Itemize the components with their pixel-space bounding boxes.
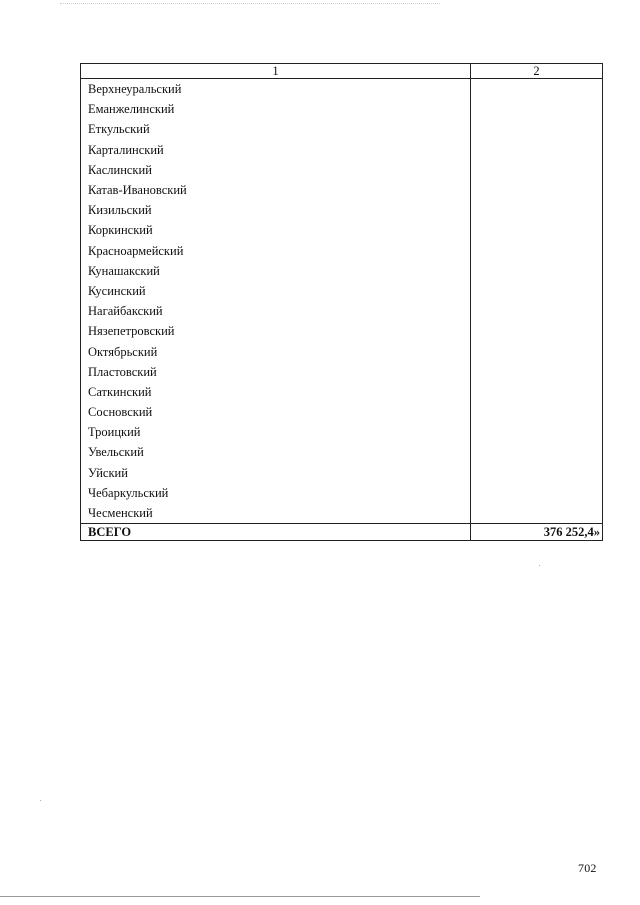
district-name-cell: Каслинский: [81, 160, 471, 180]
value-cell: [471, 442, 603, 462]
value-cell: [471, 422, 603, 442]
district-name-cell: Карталинский: [81, 140, 471, 160]
table-row: [81, 301, 603, 321]
table-row: [81, 382, 603, 402]
value-cell: [471, 463, 603, 483]
district-name-cell: Кусинский: [81, 281, 471, 301]
value-cell: [471, 261, 603, 281]
table-row: [81, 160, 603, 180]
value-cell: [471, 402, 603, 422]
column-header-2: 2: [471, 64, 603, 79]
district-name-cell: Октябрьский: [81, 341, 471, 361]
district-name-cell: Еткульский: [81, 119, 471, 139]
value-cell: [471, 503, 603, 524]
total-value: 376 252,4»: [471, 524, 603, 541]
table-body: [81, 79, 603, 524]
district-name-cell: Еманжелинский: [81, 99, 471, 119]
table-row: [81, 200, 603, 220]
scan-speck: [539, 565, 540, 566]
page-number: 702: [578, 861, 597, 875]
table-row: [81, 119, 603, 139]
value-cell: [471, 362, 603, 382]
table-row: [81, 422, 603, 442]
district-name-cell: Троицкий: [81, 422, 471, 442]
district-name-cell: Уйский: [81, 463, 471, 483]
table-header-row: [81, 64, 603, 79]
table-row: [81, 483, 603, 503]
scan-artifact-top: [60, 3, 440, 6]
scan-speck: [40, 800, 41, 801]
value-cell: [471, 140, 603, 160]
table-row: [81, 99, 603, 119]
district-table: [80, 63, 603, 541]
district-name-cell: Красноармейский: [81, 241, 471, 261]
value-cell: [471, 99, 603, 119]
value-cell: [471, 281, 603, 301]
district-name-cell: Увельский: [81, 442, 471, 462]
table-row: [81, 261, 603, 281]
column-header-1: 1: [81, 64, 471, 79]
total-label: ВСЕГО: [81, 524, 471, 541]
district-name-cell: Кизильский: [81, 200, 471, 220]
total-row: [81, 524, 603, 541]
district-name-cell: Нагайбакский: [81, 301, 471, 321]
value-cell: [471, 160, 603, 180]
table-row: [81, 442, 603, 462]
value-cell: [471, 241, 603, 261]
table-row: [81, 321, 603, 341]
value-cell: [471, 301, 603, 321]
value-cell: [471, 341, 603, 361]
district-name-cell: Катав-Ивановский: [81, 180, 471, 200]
district-name-cell: Верхнеуральский: [81, 79, 471, 100]
district-name-cell: Чебаркульский: [81, 483, 471, 503]
value-cell: [471, 180, 603, 200]
district-name-cell: Чесменский: [81, 503, 471, 524]
district-name-cell: Коркинский: [81, 220, 471, 240]
district-name-cell: Пластовский: [81, 362, 471, 382]
table-row: [81, 140, 603, 160]
table-row: [81, 341, 603, 361]
table-row: [81, 281, 603, 301]
district-name-cell: Саткинский: [81, 382, 471, 402]
value-cell: [471, 200, 603, 220]
table-row: [81, 463, 603, 483]
bottom-rule: [0, 896, 480, 897]
value-cell: [471, 382, 603, 402]
table-row: [81, 241, 603, 261]
table-row: [81, 79, 603, 100]
value-cell: [471, 321, 603, 341]
table-row: [81, 220, 603, 240]
value-cell: [471, 119, 603, 139]
value-cell: [471, 220, 603, 240]
district-name-cell: Нязепетровский: [81, 321, 471, 341]
table-row: [81, 180, 603, 200]
table-row: [81, 503, 603, 524]
table-row: [81, 402, 603, 422]
value-cell: [471, 79, 603, 100]
table-row: [81, 362, 603, 382]
district-name-cell: Кунашакский: [81, 261, 471, 281]
district-name-cell: Сосновский: [81, 402, 471, 422]
value-cell: [471, 483, 603, 503]
